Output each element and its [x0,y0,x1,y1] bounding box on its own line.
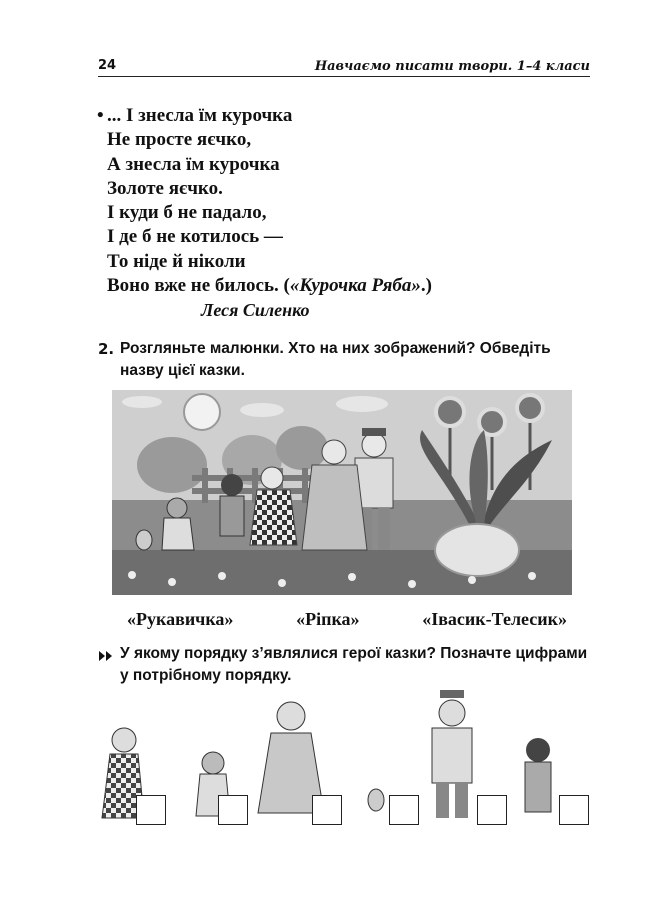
answer-box-5[interactable] [477,795,507,825]
fairy-tale-illustration [112,390,572,595]
task-text: У якому порядку з’являлися герої казки? Позначте цифрами у потрібному порядку. [120,645,588,684]
poem-line: Золоте яєчко. [107,177,223,199]
poem-source-title: «Курочка Ряба» [289,275,421,297]
poem-author: Леся Силенко [201,300,310,321]
answer-box-6[interactable] [559,795,589,825]
grandpa-figure [432,690,472,818]
answer-box-4[interactable] [389,795,419,825]
poem-line: А знесла їм курочка [107,153,280,175]
option-rukavychka[interactable]: «Рукавичка» [127,609,234,629]
answer-box-2[interactable] [218,795,248,825]
mouse-figure [368,789,384,811]
question-number: 2. [98,340,115,358]
answer-box-1[interactable] [136,795,166,825]
page-number: 24 [98,58,117,73]
poem-line: І де б не котилось — [107,226,283,248]
option-ripka[interactable]: «Ріпка» [296,609,360,629]
answer-box-3[interactable] [312,795,342,825]
sun-icon [184,394,220,430]
option-ivasyk-telesyk[interactable]: «Івасик-Телесик» [422,609,567,629]
running-title: Навчаємо писати твори. 1–4 класи [314,59,590,74]
poem-line: • ... І знесла їм курочка [107,104,547,128]
characters-strip [96,688,596,833]
question-text: Розгляньте малюнки. Хто на них зображений? Обведіть назву цієї казки. [120,340,551,379]
dog [220,474,244,536]
bullet-icon: • [97,105,104,126]
ordering-task [98,643,592,687]
poem-line: І куди б не падало, [107,202,267,224]
page-header [98,58,590,77]
dog-figure [525,738,551,812]
answer-options [127,609,567,630]
double-arrow-icon [98,647,114,669]
poem-line: Воно вже не билось. («Курочка Ряба».) [107,275,432,297]
poem-line: Не просте яєчко, [107,129,252,151]
mouse [136,530,152,550]
poem-line: То ніде й ніколи [107,250,246,272]
poem [97,104,547,322]
